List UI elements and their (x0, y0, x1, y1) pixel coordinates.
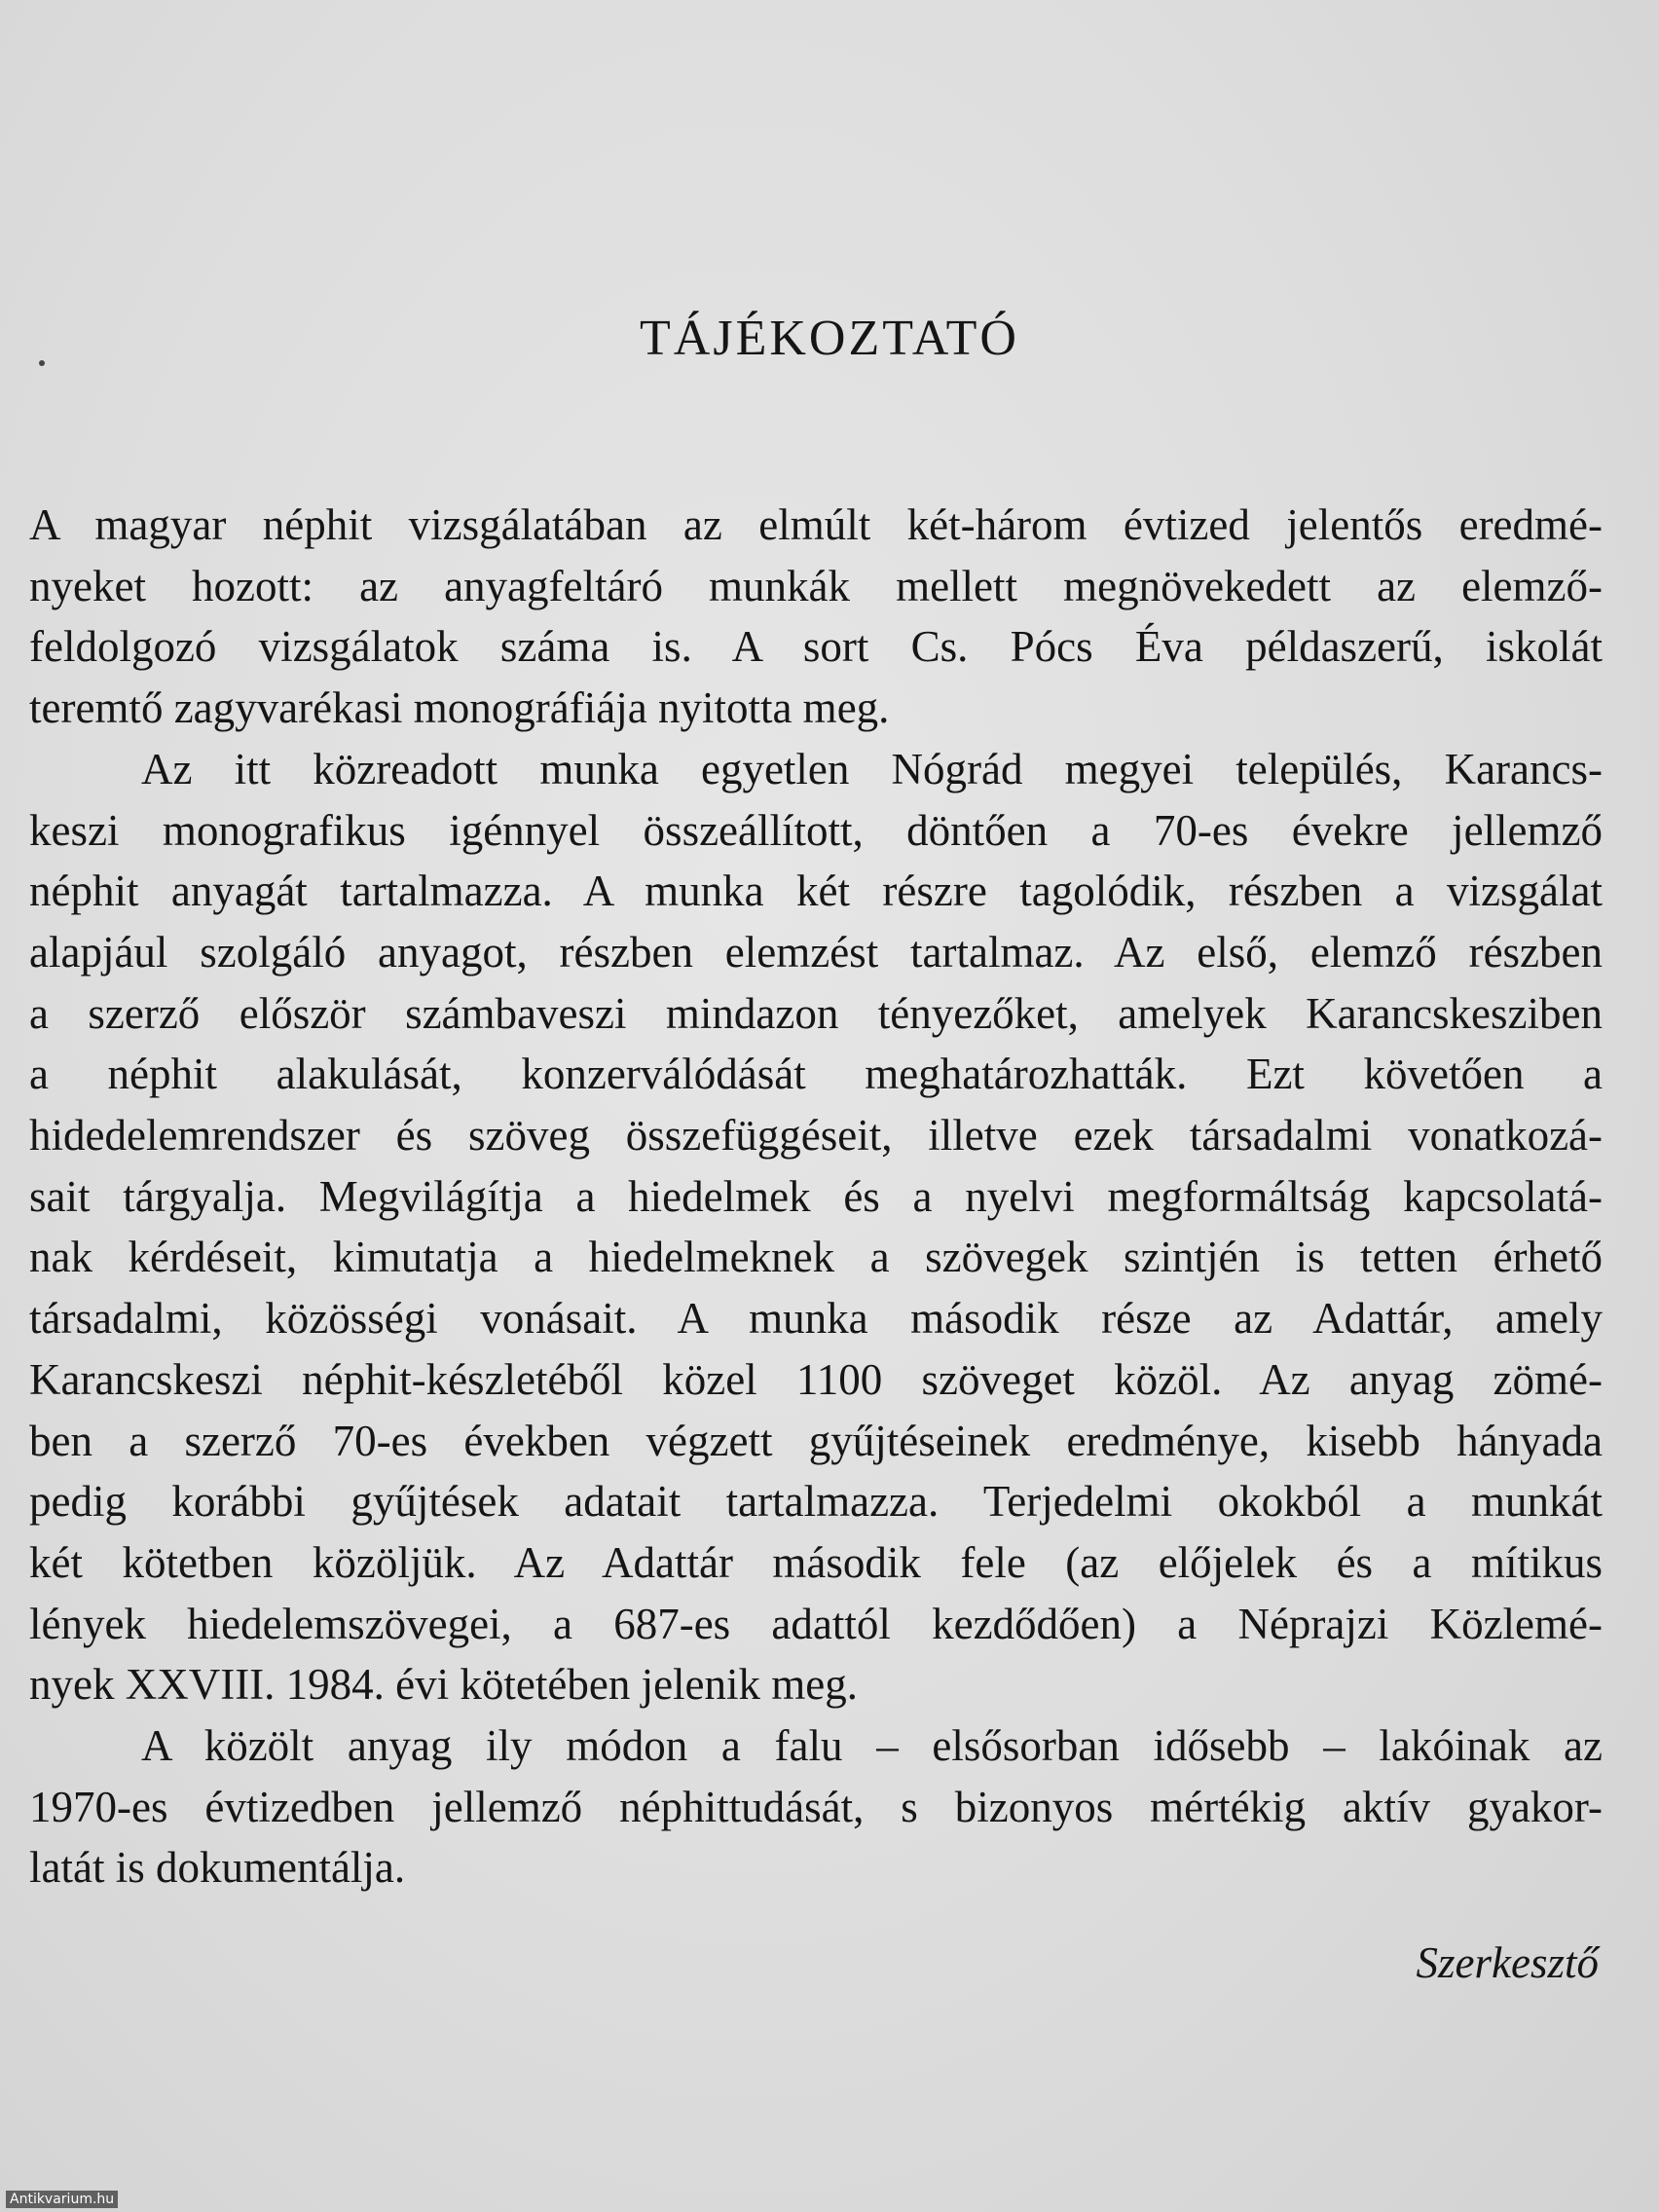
text-line: Az itt közreadott munka egyetlen Nógrád megyei település, Karancs- (141, 744, 1603, 793)
watermark: Antikvarium.hu (6, 2191, 118, 2208)
text-line: ben a szerző 70-es években végzett gyűjtéseinek eredménye, kisebb hányada (29, 1416, 1603, 1465)
text-line: nak kérdéseit, kimutatja a hiedelmeknek a szövegek szintjén is tetten érhető (29, 1233, 1603, 1282)
text-line: teremtő zagyvarékasi monográfiája nyitotta meg. (29, 683, 890, 733)
text-line: néphit anyagát tartalmazza. A munka két részre tagolódik, részben a vizsgálat (29, 866, 1603, 916)
body-text (29, 495, 1603, 1899)
text-line: keszi monografikus igénnyel összeállított, döntően a 70-es évekre jellemző (29, 805, 1603, 855)
text-line: A közölt anyag ily módon a falu – elsősorban idősebb – lakóinak az (141, 1721, 1603, 1771)
paragraph-2 (29, 739, 1603, 1715)
text-line: hidedelemrendszer és szöveg összefüggéseit, illetve ezek társadalmi vonatkozá- (29, 1111, 1603, 1161)
paragraph-1 (29, 495, 1603, 739)
text-line: pedig korábbi gyűjtések adatait tartalmazza. Terjedelmi okokból a munkát (29, 1477, 1603, 1527)
page-title: TÁJÉKOZTATÓ (640, 311, 1019, 366)
text-line: A magyar néphit vizsgálatában az elmúlt két-három évtized jelentős eredmé- (29, 500, 1603, 549)
signature: Szerkesztő (1416, 1938, 1599, 1987)
text-line: a néphit alakulását, konzerválódását meghatározhatták. Ezt követően a (29, 1050, 1603, 1099)
text-line: a szerző először számbaveszi mindazon tényezőket, amelyek Karancskesziben (29, 988, 1603, 1038)
text-line: társadalmi, közösségi vonásait. A munka második része az Adattár, amely (29, 1294, 1603, 1344)
text-line: két kötetben közöljük. Az Adattár második fele (az előjelek és a mítikus (29, 1537, 1603, 1587)
text-line: latát is dokumentálja. (29, 1843, 406, 1893)
text-line: sait tárgyalja. Megvilágítja a hiedelmek és a nyelvi megformáltság kapcsolatá- (29, 1171, 1603, 1221)
paragraph-3 (29, 1715, 1603, 1899)
text-line: Karancskeszi néphit-készletéből közel 1100 szöveget közöl. Az anyag zömé- (29, 1354, 1603, 1404)
text-line: nyeket hozott: az anyagfeltáró munkák mellett megnövekedett az elemző- (29, 561, 1603, 610)
text-line: lények hiedelemszövegei, a 687-es adattól kezdődően) a Néprajzi Közlemé- (29, 1599, 1603, 1648)
text-line: nyek XXVIII. 1984. évi kötetében jelenik meg. (29, 1660, 859, 1710)
text-line: 1970-es évtizedben jellemző néphittudását, s bizonyos mértékig aktív gyakor- (29, 1782, 1603, 1831)
text-line: alapjául szolgáló anyagot, részben elemzést tartalmaz. Az első, elemző részben (29, 927, 1603, 977)
text-line: feldolgozó vizsgálatok száma is. A sort Cs. Pócs Éva példaszerű, iskolát (29, 622, 1603, 672)
